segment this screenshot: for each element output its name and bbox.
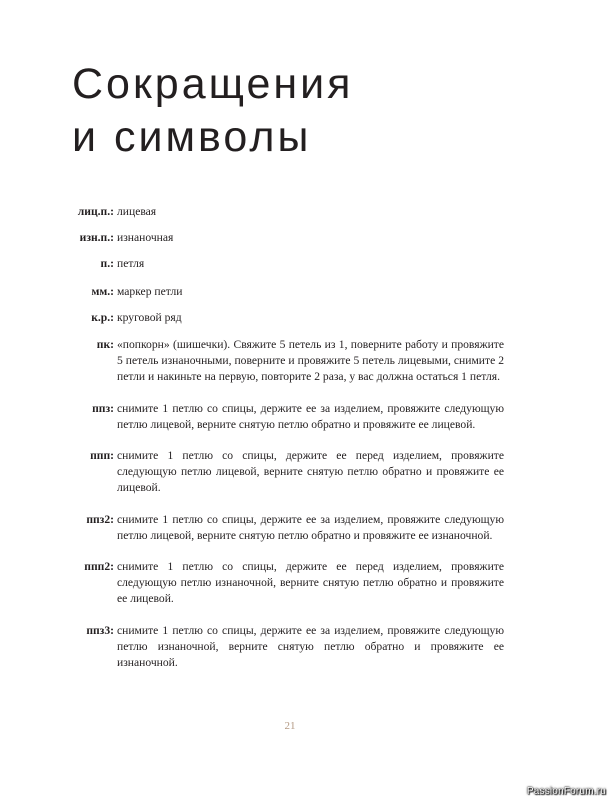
abbreviation-definition: изнаночная [117, 231, 174, 245]
abbreviation-definition: снимите 1 петлю со спицы, держите ее перед изделием, провяжите следующую петлю лицевой, верните снятую петлю обратно и провяжите ее лицевой. [117, 449, 504, 495]
abbreviation-term: лиц.п.: [77, 205, 114, 218]
abbreviation-term: к.р.: [91, 310, 114, 324]
page-title-line-1: Сокращения [72, 60, 354, 108]
abbreviation-definition: лицевая [117, 205, 157, 218]
abbreviation-term: пк: [96, 338, 114, 352]
page-number: 21 [284, 720, 296, 732]
abbreviation-definition: «попкорн» (шишечки). Свяжите 5 петель из 1, поверните работу и провяжите 5 петель изнаночными, поверните и провяжите 5 петель лицевыми, снимите 2 петли и накиньте на первую, повторите 2 раза, у вас должна остаться 1 петля. [117, 338, 504, 384]
abbreviation-term: п.: [100, 257, 114, 271]
abbreviation-entry [0, 310, 610, 326]
abbreviation-entry [0, 623, 610, 672]
abbreviation-term: мм.: [91, 284, 114, 298]
abbreviation-entry [0, 401, 610, 433]
abbreviation-term: ппз3: [86, 623, 114, 637]
page-title [72, 58, 353, 164]
watermark-text: PassionForum.ru [526, 786, 606, 797]
abbreviation-entry [0, 256, 610, 272]
abbreviation-term: ппп2: [84, 560, 114, 574]
abbreviation-definition: круговой ряд [117, 310, 182, 324]
abbreviation-entry [0, 559, 610, 608]
abbreviation-definition: снимите 1 петлю со спицы, держите ее за изделием, провяжите следующую петлю изнаночной, верните снятую петлю обратно и провяжите ее изнаночной. [117, 623, 504, 670]
abbreviation-entry [0, 204, 610, 220]
abbreviation-term: изн.п.: [79, 231, 114, 245]
abbreviation-entry [0, 230, 610, 246]
abbreviation-entry [0, 448, 610, 497]
abbreviation-definition: снимите 1 петлю со спицы, держите ее за изделием, провяжите следующую петлю лицевой, верните снятую петлю обратно и провяжите ее изнаночной. [117, 512, 504, 542]
abbreviation-entry [0, 512, 610, 544]
abbreviation-list [0, 204, 610, 671]
abbreviation-entry [0, 284, 610, 300]
abbreviation-term: ппз2: [86, 512, 114, 526]
page-title-line-2: и символы [72, 113, 312, 161]
abbreviation-term: ппп: [90, 449, 114, 463]
abbreviation-definition: снимите 1 петлю со спицы, держите ее перед изделием, провяжите следующую петлю изнаночной, верните снятую петлю обратно и провяжите ее лицевой. [117, 560, 504, 606]
abbreviation-definition: петля [117, 257, 145, 271]
abbreviation-entry [0, 337, 610, 386]
abbreviation-definition: снимите 1 петлю со спицы, держите ее за изделием, провяжите следующую петлю лицевой, верните снятую петлю обратно и провяжите ее лицевой. [117, 401, 504, 431]
abbreviation-term: ппз: [92, 401, 114, 415]
abbreviation-definition: маркер петли [117, 284, 183, 298]
